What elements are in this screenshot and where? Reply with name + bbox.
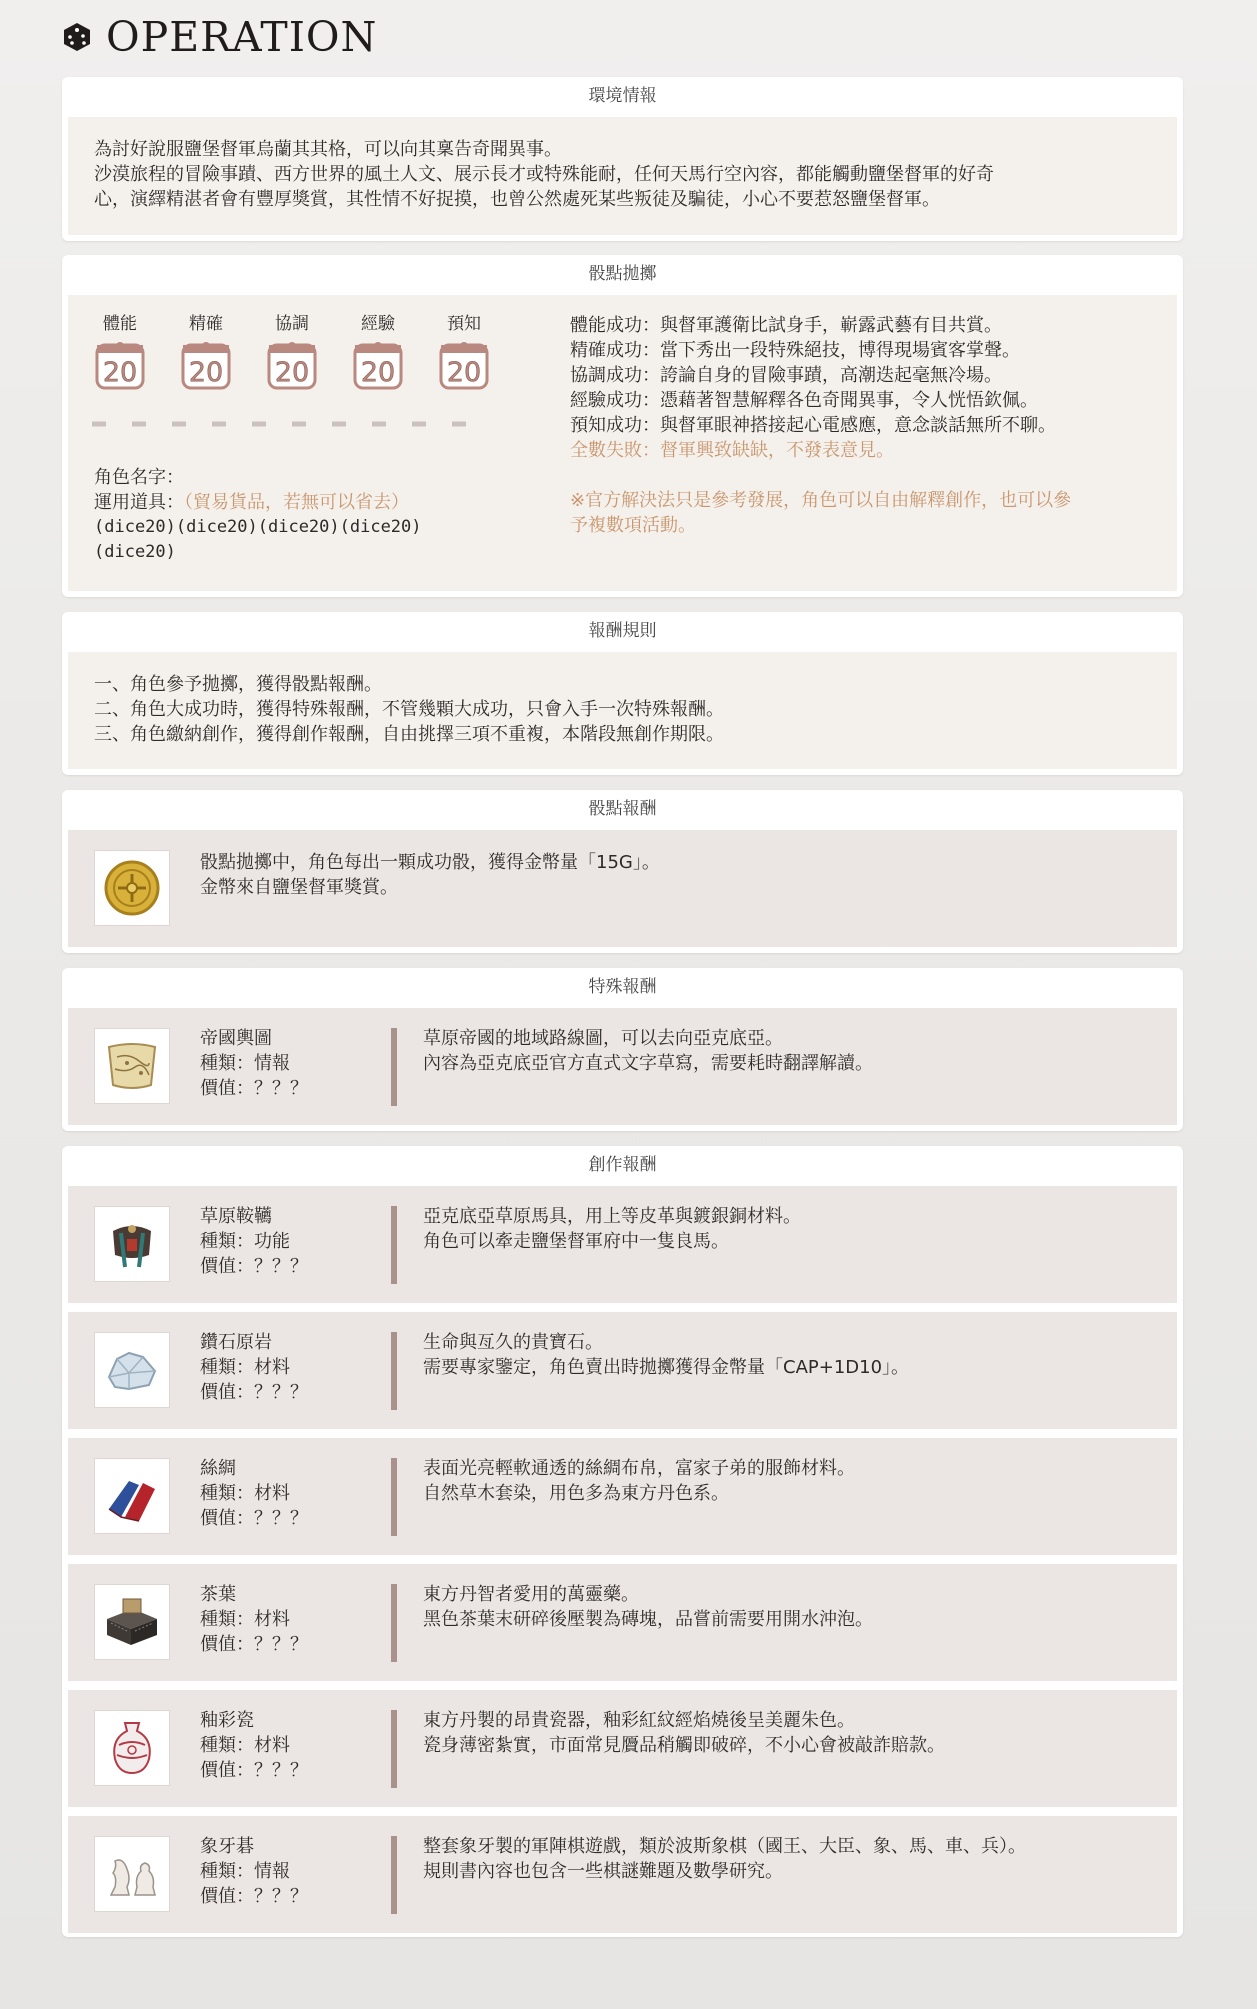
item-thumbnail[interactable] <box>94 1028 170 1104</box>
official-note: ※官方解決法只是參考發展，角色可以自由解釋創作，也可以參 <box>570 490 1072 511</box>
environment-card <box>62 77 1183 241</box>
item-desc-line: 草原帝國的地域路線圖，可以去向亞克底亞。 <box>423 1028 783 1049</box>
divider-bar <box>391 1332 397 1410</box>
item-desc-line: 黑色茶葉末研碎後壓製為磚塊，品嘗前需要用開水沖泡。 <box>423 1609 873 1630</box>
tool-row <box>94 490 474 515</box>
outcome-fail: 全數失敗：督軍興致缺缺，不發表意見。 <box>570 440 894 461</box>
item-thumbnail[interactable] <box>94 1206 170 1282</box>
item-value: 價值：？？？ <box>200 1256 308 1277</box>
stat-foresight[interactable] <box>434 313 494 395</box>
item-meta <box>200 1582 308 1657</box>
reward-item[interactable] <box>68 1816 1177 1933</box>
item-thumbnail[interactable] <box>94 1836 170 1912</box>
svg-text:20: 20 <box>274 357 310 388</box>
dice-reward-title: 骰點報酬 <box>588 799 657 819</box>
environment-title: 環境情報 <box>588 86 657 106</box>
env-line: 心，演繹精湛者會有豐厚獎賞，其性情不好捉摸，也曾公然處死某些叛徒及騙徒，小心不要惹怒鹽堡督軍。 <box>94 189 940 210</box>
divider-bar <box>391 1206 397 1284</box>
stat-stamina[interactable] <box>90 313 150 395</box>
dice-expression: (dice20)(dice20)(dice20)(dice20) <box>94 517 422 537</box>
item-value: 價值：？？？ <box>200 1886 308 1907</box>
map-scroll-icon <box>99 1033 165 1099</box>
item-type: 種類：材料 <box>200 1357 290 1378</box>
stat-coordination[interactable] <box>262 313 322 395</box>
dice-roll-body <box>68 295 1177 591</box>
d20-icon <box>352 339 404 391</box>
item-type: 種類：情報 <box>200 1053 290 1074</box>
item-desc <box>423 1456 855 1506</box>
page-title: OPERATION <box>106 13 378 61</box>
item-value: 價值：？？？ <box>200 1382 308 1403</box>
item-thumbnail[interactable] <box>94 1710 170 1786</box>
stat-label: 精確 <box>189 314 223 334</box>
tool-hint: （貿易貨品，若無可以省去） <box>184 492 409 513</box>
character-name-label: 角色名字： <box>94 467 184 488</box>
stat-experience[interactable] <box>348 313 408 395</box>
divider-bar <box>391 1028 397 1106</box>
divider-bar <box>391 1710 397 1788</box>
stat-label: 預知 <box>447 314 481 334</box>
environment-body <box>68 117 1177 235</box>
item-desc-line: 東方丹智者愛用的萬靈藥。 <box>423 1584 639 1605</box>
item-name: 茶葉 <box>200 1584 236 1605</box>
item-type: 種類：材料 <box>200 1609 290 1630</box>
reward-rules-card <box>62 612 1183 775</box>
porcelain-vase-icon <box>99 1715 165 1781</box>
crystal-icon <box>99 1337 165 1403</box>
env-line: 沙漠旅程的冒險事蹟、西方世界的風土人文、展示長才或特殊能耐，任何天馬行空內容，都能觸動鹽堡督軍的好奇 <box>94 164 994 185</box>
svg-text:20: 20 <box>360 357 396 388</box>
item-desc-line: 規則書內容也包含一些棋謎難題及數學研究。 <box>423 1861 783 1882</box>
item-desc <box>423 1708 945 1758</box>
dashed-divider <box>92 421 492 427</box>
item-desc-line: 東方丹製的昂貴瓷器，釉彩紅紋經焰燒後呈美麗朱色。 <box>423 1710 855 1731</box>
page-header <box>62 12 377 62</box>
outcome-line: 經驗成功：憑藉著智慧解釋各色奇聞異事，令人恍悟欽佩。 <box>570 390 1038 411</box>
creation-reward-card <box>62 1146 1183 1937</box>
stat-precision[interactable] <box>176 313 236 395</box>
reward-item[interactable] <box>68 1008 1177 1125</box>
reward-item[interactable] <box>68 1186 1177 1303</box>
svg-text:20: 20 <box>188 357 224 388</box>
item-name: 鑽石原岩 <box>200 1332 272 1353</box>
item-meta <box>200 1026 308 1101</box>
dice-reward-line: 金幣來自鹽堡督軍獎賞。 <box>200 877 398 898</box>
dice-reward-card <box>62 790 1183 953</box>
special-reward-card <box>62 968 1183 1131</box>
outcome-line: 預知成功：與督軍眼神搭接起心電感應，意念談話無所不聊。 <box>570 415 1056 436</box>
divider-bar <box>391 1836 397 1914</box>
d20-icon <box>438 339 490 391</box>
dice-roll-card <box>62 255 1183 597</box>
official-note: 予複數項活動。 <box>570 515 696 536</box>
dice-expression: (dice20) <box>94 542 176 562</box>
d20-icon <box>266 339 318 391</box>
item-meta <box>200 1204 308 1279</box>
item-desc-line: 整套象牙製的軍陣棋遊戲，類於波斯象棋（國王、大臣、象、馬、車、兵）。 <box>423 1836 1026 1857</box>
item-desc-line: 生命與亙久的貴寶石。 <box>423 1332 603 1353</box>
reward-rules-body <box>68 652 1177 769</box>
reward-item[interactable] <box>68 1564 1177 1681</box>
item-desc-line: 角色可以牽走鹽堡督軍府中一隻良馬。 <box>423 1231 729 1252</box>
reward-item[interactable] <box>68 1312 1177 1429</box>
outcome-line: 體能成功：與督軍護衛比試身手，嶄露武藝有目共賞。 <box>570 315 1002 336</box>
rule-line: 三、角色繳納創作，獲得創作報酬，自由挑擇三項不重複，本階段無創作期限。 <box>94 724 724 745</box>
divider-bar <box>391 1584 397 1662</box>
item-type: 種類：材料 <box>200 1483 290 1504</box>
dice-roll-title: 骰點拋擲 <box>588 264 657 284</box>
silk-icon <box>99 1463 165 1529</box>
reward-item[interactable] <box>68 1438 1177 1555</box>
gold-coin-icon <box>99 855 165 921</box>
item-value: 價值：？？？ <box>200 1634 308 1655</box>
item-desc-line: 內容為亞克底亞官方直式文字草寫，需要耗時翻譯解讀。 <box>423 1053 873 1074</box>
special-reward-title: 特殊報酬 <box>588 977 657 997</box>
item-desc-line: 亞克底亞草原馬具，用上等皮革與鍍銀銅材料。 <box>423 1206 801 1227</box>
item-desc-line: 需要專家鑒定，角色賣出時拋擲獲得金幣量「CAP+1D10」。 <box>423 1357 910 1378</box>
item-thumbnail[interactable] <box>94 1584 170 1660</box>
item-desc <box>423 1330 909 1380</box>
saddle-icon <box>99 1211 165 1277</box>
chess-pieces-icon <box>99 1841 165 1907</box>
rule-line: 一、角色參予拋擲，獲得骰點報酬。 <box>94 674 382 695</box>
item-value: 價值：？？？ <box>200 1078 308 1099</box>
outcome-line: 協調成功：誇論自身的冒險事蹟，高潮迭起毫無冷場。 <box>570 365 1002 386</box>
item-desc <box>423 1026 873 1076</box>
item-thumbnail[interactable] <box>94 1332 170 1408</box>
item-desc-line: 自然草木套染，用色多為東方丹色系。 <box>423 1483 729 1504</box>
env-line: 為討好說服鹽堡督軍烏蘭其其格，可以向其稟告奇聞異事。 <box>94 139 562 160</box>
reward-rules-title: 報酬規則 <box>588 621 657 641</box>
divider-bar <box>391 1458 397 1536</box>
reward-item[interactable] <box>68 1690 1177 1807</box>
item-desc <box>423 1582 873 1632</box>
rule-line: 二、角色大成功時，獲得特殊報酬，不管幾顆大成功，只會入手一次特殊報酬。 <box>94 699 724 720</box>
item-value: 價值：？？？ <box>200 1508 308 1529</box>
item-thumbnail[interactable] <box>94 850 170 926</box>
dice-icon <box>62 22 92 52</box>
dice-reward-body <box>68 830 1177 947</box>
item-thumbnail[interactable] <box>94 1458 170 1534</box>
tea-brick-icon <box>99 1589 165 1655</box>
svg-text:20: 20 <box>102 357 138 388</box>
item-desc <box>423 1834 1026 1884</box>
creation-reward-title: 創作報酬 <box>588 1155 657 1175</box>
item-type: 種類：情報 <box>200 1861 290 1882</box>
outcome-line: 精確成功：當下秀出一段特殊絕技，博得現場賓客掌聲。 <box>570 340 1020 361</box>
item-name: 釉彩瓷 <box>200 1710 254 1731</box>
item-meta <box>200 1708 308 1783</box>
item-meta <box>200 1330 308 1405</box>
item-desc-line: 表面光亮輕軟通透的絲綢布帛，富家子弟的服飾材料。 <box>423 1458 855 1479</box>
item-type: 種類：功能 <box>200 1231 290 1252</box>
item-value: 價值：？？？ <box>200 1760 308 1781</box>
d20-icon <box>94 339 146 391</box>
tool-label: 運用道具： <box>94 492 184 513</box>
item-name: 絲綢 <box>200 1458 236 1479</box>
svg-text:20: 20 <box>446 357 482 388</box>
stat-label: 體能 <box>103 314 137 334</box>
item-type: 種類：材料 <box>200 1735 290 1756</box>
d20-icon <box>180 339 232 391</box>
item-meta <box>200 1456 308 1531</box>
item-name: 草原鞍韉 <box>200 1206 272 1227</box>
stat-label: 經驗 <box>361 314 395 334</box>
item-meta <box>200 1834 308 1909</box>
item-name: 帝國輿圖 <box>200 1028 272 1049</box>
item-name: 象牙碁 <box>200 1836 254 1857</box>
item-desc <box>423 1204 801 1254</box>
dice-reward-line: 骰點拋擲中，角色每出一顆成功骰，獲得金幣量「15G」。 <box>200 852 660 873</box>
stat-label: 協調 <box>275 314 309 334</box>
item-desc-line: 瓷身薄密紮實，市面常見贗品稍觸即破碎，不小心會被敲詐賠款。 <box>423 1735 945 1756</box>
